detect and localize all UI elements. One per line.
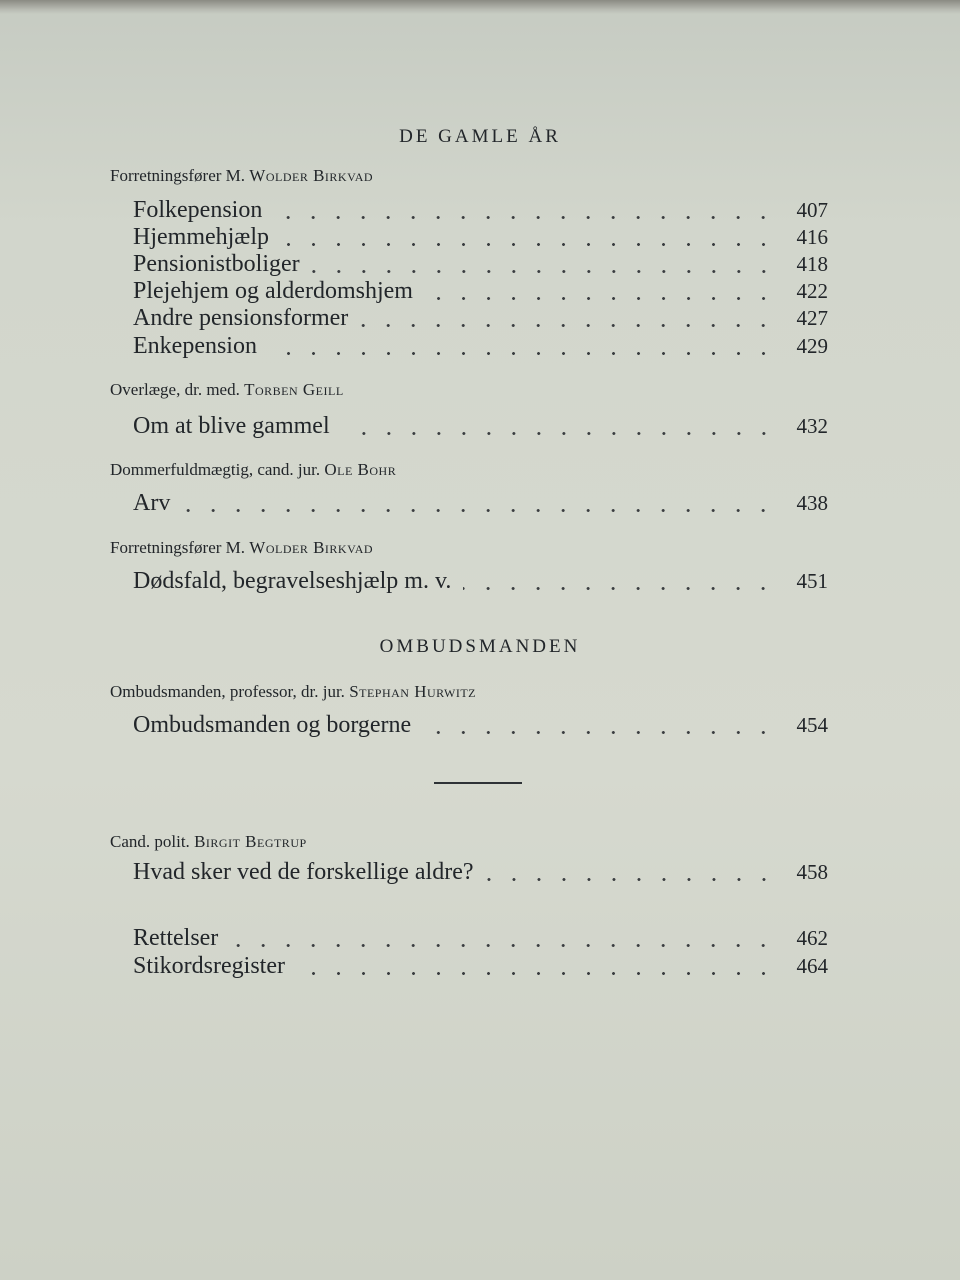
author-line [110,682,476,702]
entry-title: Hjemmehjælp [133,224,269,250]
entry-title: Hvad sker ved de forskellige aldre? [133,859,474,885]
entry-page-number: 464 [796,954,828,978]
toc-entry[interactable] [133,565,828,595]
toc-entry[interactable] [133,856,828,886]
dot-leader [297,972,776,975]
entry-title: Folkepension [133,197,263,223]
entry-page-number: 432 [796,414,828,438]
section-divider [434,782,522,784]
dot-leader [342,432,776,435]
toc-entry[interactable] [133,221,828,251]
entry-title: Rettelser [133,925,219,951]
toc-entry[interactable] [133,487,828,517]
entry-title: Ombudsmanden og borgerne [133,712,412,738]
entry-page-number: 418 [796,252,828,276]
author-name: Ole Bohr [324,460,397,479]
dot-leader [281,243,776,246]
section-heading-de-gamle-aar: DE GAMLE ÅR [399,126,561,147]
author-name: Torben Geill [244,380,344,399]
toc-entry[interactable] [133,302,828,332]
toc-entry[interactable] [133,330,828,360]
author-role: Overlæge, dr. med. [110,380,240,399]
author-role: Dommerfuldmægtig, cand. jur. [110,460,321,479]
entry-title: Andre pensionsformer [133,305,349,331]
author-line [110,832,307,852]
dot-leader [182,509,776,512]
toc-entry[interactable] [133,248,828,278]
entry-title: Enkepension [133,333,257,359]
dot-leader [486,878,776,881]
toc-entry[interactable] [133,194,828,224]
entry-page-number: 429 [796,334,828,358]
dot-leader [423,731,776,734]
toc-entry-appendix[interactable] [133,922,828,952]
entry-title: Dødsfald, begravelseshjælp m. v. [133,568,452,594]
author-role: Forretningsfører M. [110,166,246,185]
entry-page-number: 407 [796,198,828,222]
author-role: Cand. polit. [110,832,190,851]
entry-title: Arv [133,490,171,516]
author-line [110,380,344,400]
author-name: Wolder Birkvad [249,538,374,557]
entry-page-number: 416 [796,225,828,249]
entry-title: Pensionistboliger [133,251,300,277]
entry-title: Stikordsregister [133,953,285,979]
entry-page-number: 454 [796,713,828,737]
dot-leader [360,324,776,327]
toc-entry[interactable] [133,410,828,440]
author-line [110,460,396,480]
entry-title: Om at blive gammel [133,413,330,439]
dot-leader [425,297,776,300]
dot-leader [463,587,776,590]
dot-leader [312,270,776,273]
author-line [110,166,373,186]
toc-entry[interactable] [133,709,828,739]
entry-page-number: 427 [796,306,828,330]
entry-page-number: 438 [796,491,828,515]
section-heading-ombudsmanden: OMBUDSMANDEN [379,636,581,657]
entry-page-number: 458 [796,860,828,884]
author-role: Forretningsfører M. [110,538,246,557]
entry-page-number: 462 [796,926,828,950]
dot-leader [269,352,776,355]
toc-entry-appendix[interactable] [133,950,828,980]
author-name: Wolder Birkvad [249,166,374,185]
entry-title: Plejehjem og alderdomshjem [133,278,413,304]
dot-leader [230,944,776,947]
dot-leader [274,216,776,219]
entry-page-number: 451 [796,569,828,593]
page-top-edge [0,0,960,14]
toc-entry[interactable] [133,275,828,305]
author-name: Birgit Begtrup [194,832,307,851]
author-line [110,538,373,558]
author-name: Stephan Hurwitz [349,682,476,701]
author-role: Ombudsmanden, professor, dr. jur. [110,682,345,701]
entry-page-number: 422 [796,279,828,303]
